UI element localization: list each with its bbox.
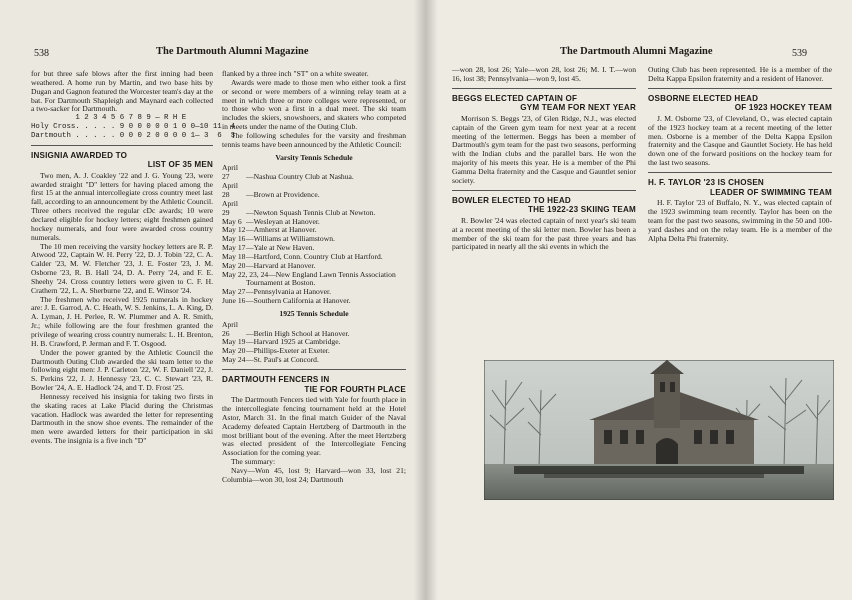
section-heading xyxy=(31,151,213,170)
right-column-2 xyxy=(648,66,832,243)
heading-line: BOWLER ELECTED TO HEAD xyxy=(452,195,571,205)
schedule-heading: 1925 Tennis Schedule xyxy=(279,308,349,318)
schedule-event: —Nashua Country Club at Nashua. xyxy=(246,172,354,182)
section-heading xyxy=(452,196,636,215)
section-rule xyxy=(452,88,636,89)
photo-illustration xyxy=(484,360,834,500)
article-paragraph: for but three safe blows after the first inning had been weathered. A home run by Martin, and two base hits by Dugan and Gagnon featured the Worcester team's day at the bat. For Dartmouth Shapleigh and Maynard each collected a two-sacker for Dartmouth. xyxy=(31,69,213,114)
heading-line: H. F. TAYLOR '23 IS CHOSEN xyxy=(648,177,764,187)
article-paragraph: Two men, A. J. Coakley '22 and J. G. Young '23, were awarded straight "D" letters for having placed among the first 15 at the annual intercollegiate cross country meet last fall, according to an announcement by the Athletic Council. Three others received the regular cDc awards; 10 were declared eligible for hockey letters; eight freshmen gained hockey numerals, and four were awarded cross country numerals. xyxy=(31,170,213,242)
team-name: Dartmouth xyxy=(31,131,71,140)
schedule-date: May 18 xyxy=(222,251,246,261)
schedule-heading: Varsity Tennis Schedule xyxy=(275,152,353,162)
schedule-item xyxy=(222,182,406,200)
article-paragraph: Outing Club has been represented. He is a member of the Delta Kappa Epsilon fraternity and a resident of Hanover. xyxy=(648,65,832,83)
schedule-event: —Harvard at Hanover. xyxy=(246,260,316,270)
schedule-event: —New England Lawn Tennis Association Tournament at Boston. xyxy=(246,269,396,288)
heading-line: LIST OF 35 MEN xyxy=(147,160,213,170)
article-paragraph: flanked by a three inch "ST" on a white sweater. xyxy=(222,69,369,78)
crowd xyxy=(514,466,804,478)
schedule-date: April 26 xyxy=(222,319,239,338)
schedule-date: April 28 xyxy=(222,181,239,199)
schedule-item xyxy=(222,356,406,365)
schedule-date: May 6 xyxy=(222,216,242,226)
schedule-event: —Phillips-Exeter at Exeter. xyxy=(246,346,330,356)
score-row xyxy=(31,132,235,141)
schedule-item xyxy=(222,321,406,339)
schedule-event: —Pennsylvania at Hanover. xyxy=(246,287,331,297)
heading-line: DARTMOUTH FENCERS IN xyxy=(222,375,330,384)
schedule-date: May 17 xyxy=(222,243,246,253)
section-rule xyxy=(222,369,406,370)
heading-line: TIE FOR FOURTH PLACE xyxy=(304,384,406,394)
schedule-item xyxy=(222,164,406,182)
schedule-item xyxy=(222,271,406,289)
section-rule xyxy=(648,88,832,89)
schedule-date: May 19 xyxy=(222,337,246,347)
schedule-date: May 22, 23, 24 xyxy=(222,269,269,279)
article-paragraph: Under the power granted by the Athletic Council the Dartmouth Outing Club awarded the ski team letter to the following eight men: J. P. Carleton '22, W. F. Daniell '22, J. S. Perkins '22, J. J. Hennessy '23, C. C. Stewart '23, R. Bowler '24, A. E. Hadlock '24, and T. D. Frost '25. xyxy=(31,347,213,393)
page-gutter-shadow xyxy=(414,0,426,600)
schedule-item xyxy=(222,297,406,306)
score-row xyxy=(31,123,235,132)
article-paragraph: R. Bowler '24 was elected captain of next year's ski team at a recent meeting of the ski letter men. Bowler has been a member of the ski team for the past three years and has participated in nearly all the ski events in which the xyxy=(452,215,636,252)
section-rule xyxy=(648,172,832,173)
heading-line: INSIGNIA AWARDED TO xyxy=(31,150,128,160)
schedule-event: —St. Paul's at Concord. xyxy=(246,355,319,365)
schedule-event: —Newton Squash Tennis Club at Newton. xyxy=(246,207,376,217)
page-gutter-shadow xyxy=(426,0,438,600)
schedule-date: May 20 xyxy=(222,260,246,270)
running-head: The Dartmouth Alumni Magazine xyxy=(156,46,309,57)
schedule-date: May 27 xyxy=(222,287,246,297)
article-paragraph: The Dartmouth Fencers tied with Yale for fourth place in the intercollegiate fencing tournament held at the Hotel Astor, March 31. In the final match Guider of the Naval Academy defeated Captain Hertzberg of Dartmouth in the most brilliant bout of the evening. After the meet Hertzberg was elected president of the Intercollegiate Fencing Association for the coming year. xyxy=(222,395,406,458)
team-line: . . . . . 9 0 0 0 0 0 1 0 0—10 11 4 xyxy=(75,123,236,132)
schedule-event: —Williams at Williamstown. xyxy=(246,234,335,244)
score-header-row xyxy=(31,114,235,123)
schedule-event: —Yale at New Haven. xyxy=(246,243,315,253)
schedule-event: —Harvard 1925 at Cambridge. xyxy=(246,337,341,347)
article-paragraph: The freshmen who received 1925 numerals in hockey are: J. E. Garrod, A. C. Heath, W. S. Jenkins, L. A. King, D. A. Lyman, J. H. Perlee, R. W. Plummer and A. R. Smith, Jr.; while following are the four freshmen granted the privilege of wearing cross country numerals: L. H. Brenton, H. B. Crawford, P. Jerman and F. T. Osgood. xyxy=(31,294,213,348)
article-paragraph: —won 28, lost 26; Yale—won 28, lost 26; M. I. T.—won 16, lost 38; Pennsylvania—won 9, lost 45. xyxy=(452,65,636,83)
article-paragraph: Navy—Won 45, lost 9; Harvard—won 33, lost 21; Columbia—won 30, lost 24; Dartmouth xyxy=(222,465,406,484)
heading-line: LEADER OF SWIMMING TEAM xyxy=(710,187,832,197)
schedule-event: —Wesleyan at Hanover. xyxy=(246,216,320,226)
schedule-date: May 24 xyxy=(222,355,246,365)
right-page xyxy=(426,0,852,600)
freshman-schedule xyxy=(222,321,406,365)
schedule-date: May 20 xyxy=(222,346,246,356)
schedule-date: May 12 xyxy=(222,225,246,235)
left-column-2 xyxy=(222,70,406,485)
article-paragraph: Morrison S. Beggs '23, of Glen Ridge, N.J., was elected captain of the Green gym team for next year at a recent meeting of the lettermen. Beggs has been a member of Dartmouth's gym team for the past two seasons, performing with the Indian clubs and the parallel bars. He won the majority of his meets this year. He is a member of the Phi Gamma Delta fraternity and the Casque and Gauntlet senior society. xyxy=(452,113,636,185)
section-heading xyxy=(648,94,832,113)
heading-line: OF 1923 HOCKEY TEAM xyxy=(734,103,832,113)
heading-line: THE 1922-23 SKIING TEAM xyxy=(527,205,636,215)
schedule-item xyxy=(222,200,406,218)
schedule-event: —Berlin High School at Hanover. xyxy=(246,328,350,338)
schedule-date: June 16 xyxy=(222,296,246,306)
team-name: Holy Cross xyxy=(31,123,76,132)
heading-line: BEGGS ELECTED CAPTAIN OF xyxy=(452,93,578,103)
schedule-event: —Amherst at Hanover. xyxy=(246,225,317,235)
schedule-date: April 27 xyxy=(222,163,239,182)
schedule-event: —Brown at Providence. xyxy=(246,189,320,199)
schedule-date: May 16 xyxy=(222,234,246,244)
score-header-cell xyxy=(31,114,75,123)
article-paragraph: The 10 men receiving the varsity hockey letters are R. P. Atwood '22, Captain W. H. Perry '22, D. J. Tobin '22, C. A. Calder '23, M. W. Fletcher '23, J. E. Foster '23, J. M. Osborne '23, R. B. Hall '24, D. A. Perry '24, and F. E. Sheehy '24. Cross country letters were given to C. F. H. Crathern '22, L. A. Sherburne '22, and E. Winsor '24. xyxy=(31,241,213,295)
section-heading xyxy=(222,375,406,394)
article-paragraph: Hennessy received his insignia for taking two firsts in the skating races at Lake Placid during the Christmas vacation. Hadlock was awarded the letter for representing Dartmouth in the snow shoe events. The remainder of the men were awarded letters for their participation in ski events. The insignia is a five inch "D" xyxy=(31,391,213,446)
article-paragraph: J. M. Osborne '23, of Cleveland, O., was elected captain of the 1923 hockey team at a recent meeting of the letter men. Osborne is a member of the Delta Kappa Epsilon fraternity and the Casque and Gauntlet Society. He has held down one of the forward positions on the hockey team for the last two seasons. xyxy=(648,113,832,168)
score-table xyxy=(31,114,235,140)
varsity-schedule xyxy=(222,164,406,306)
section-heading xyxy=(648,178,832,197)
running-head: The Dartmouth Alumni Magazine xyxy=(560,46,713,57)
schedule-date: April 29 xyxy=(222,198,239,217)
page-number: 539 xyxy=(792,48,807,59)
article-paragraph: H. F. Taylor '23 of Buffalo, N. Y., was elected captain of the 1923 swimming team recently. Taylor has been on the team for the past two seasons, swimming in the 50 and 100-yard dashes and on the relay team. He is a member of the Alpha Delta Phi fraternity. xyxy=(648,198,832,243)
schedule-event: —Hartford, Conn. Country Club at Hartford. xyxy=(246,251,383,261)
section-rule xyxy=(452,190,636,191)
article-paragraph: The summary: xyxy=(231,457,276,467)
heading-line: GYM TEAM FOR NEXT YEAR xyxy=(520,103,636,113)
team-line: . . . . . 0 0 0 2 0 0 0 0 1— 3 6 3 xyxy=(75,131,236,140)
campus-photograph xyxy=(484,360,834,500)
section-rule xyxy=(31,145,213,146)
article-paragraph: The following schedules for the varsity and freshman tennis teams have been announced by the Athletic Council: xyxy=(222,130,406,149)
heading-line: OSBORNE ELECTED HEAD xyxy=(648,93,759,103)
schedule-event: —Southern California at Hanover. xyxy=(246,296,351,306)
right-column-1 xyxy=(452,66,636,252)
section-heading xyxy=(452,94,636,113)
score-header-cell: 1 2 3 4 5 6 7 8 9 — R H E xyxy=(75,114,187,123)
article-paragraph: Awards were made to those men who either took a first or second or were members of a winning relay team at a meet in which three or more colleges were represented, or to those who won a first in a dual meet. The ski team includes the skiers, snowshoers, and skaters who competed in meets under the name of the Outing Club. xyxy=(222,77,406,132)
page-number: 538 xyxy=(34,48,49,59)
